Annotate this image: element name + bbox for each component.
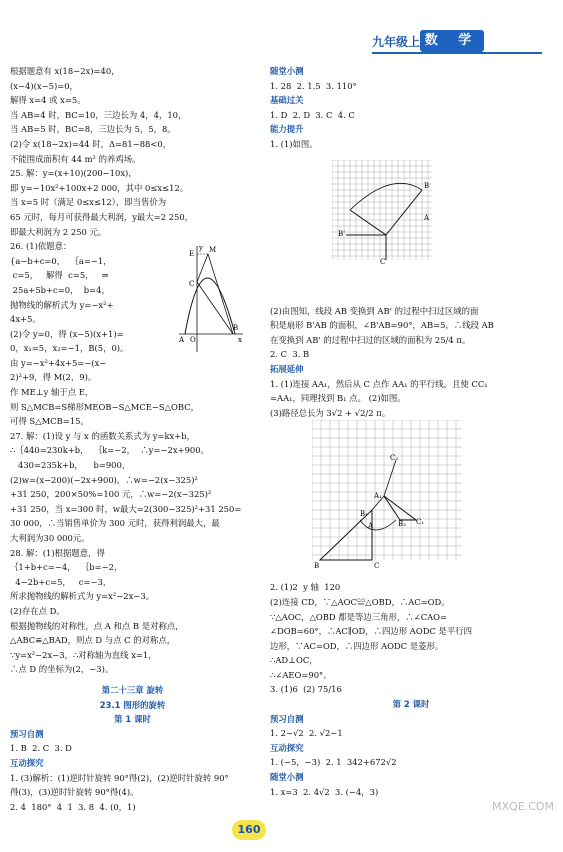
answer-line: 1. 28 2. 1.5 3. 110°	[270, 80, 357, 91]
answer-line: (2)存在点 D。	[10, 605, 65, 616]
page-number: 160	[232, 820, 266, 840]
label-y: y	[199, 244, 203, 252]
answer-line: △ABC≌△BAD，则点 D 与点 C 的对称点，	[10, 635, 176, 646]
grid-figure-1	[332, 160, 440, 266]
answer-line: 430=235k+b， b=900，	[10, 460, 131, 471]
answer-line: 积是扇形 B'AB 的面积，∠B'AB=90°，AB=5，∴线段 AB	[270, 320, 494, 331]
answer-line: c=5， 解得 c=5， ⇒	[10, 270, 109, 281]
answer-line: (2)w=(x−200)(−2x+900)，∴w=−2(x−325)²	[10, 474, 198, 485]
answer-line: ∵y=x²−2x−3，∴对称轴为直线 x=1，	[10, 649, 157, 660]
answer-line: 作 ME⊥y 轴于点 E，	[10, 387, 94, 398]
answer-line: (2)令 y=0，得 (x−5)(x+1)=	[10, 328, 124, 339]
answer-line: 不能围成面积有 44 m² 的养鸡场。	[10, 153, 141, 164]
rotation-lines	[346, 190, 422, 235]
label-a: A	[424, 214, 430, 222]
section-heading: 互动探究	[10, 757, 44, 768]
right-top-answers	[270, 64, 552, 152]
header-rule	[372, 52, 542, 54]
ext-heading: 拓展延伸	[270, 363, 304, 374]
answer-line: 25. 解：y=(x+10)(200−10x)，	[10, 168, 137, 179]
answer-line: 1. (1)如图。	[270, 138, 318, 149]
segment-to-c2	[384, 460, 396, 496]
answer-line: 当 x=5 时（满足 0≤x≤12），即当售价为	[10, 197, 167, 208]
answer-line: 1. B 2. C 3. D	[10, 743, 72, 754]
answer-line: =AA₁，同理找到 B₁ 点。 (2)如图。	[270, 393, 406, 404]
watermark: MXQE.COM	[492, 800, 554, 813]
section-heading: 互动探究	[270, 742, 304, 753]
label-x: x	[238, 336, 242, 344]
grid-lines	[332, 160, 432, 260]
label-c: C	[380, 258, 386, 266]
answer-line: 在变换到 AB' 的过程中扫过的区域的面积为 25/4 π。	[270, 334, 471, 345]
answer-line: (x−4)(x−5)=0，	[10, 80, 78, 91]
page-header	[372, 30, 542, 54]
answer-line: 1. D 2. D 3. C 4. C	[270, 109, 355, 120]
answer-line: 由 y=−x²+4x+5=−(x−	[10, 357, 107, 368]
answer-line: 即最大利润为 2 250 元。	[10, 226, 107, 237]
answer-line: ∴AD⊥OC，	[270, 655, 318, 666]
answer-line: 1. 2−√2 2. √2−1	[270, 728, 343, 739]
lesson-title: 第 1 课时	[114, 714, 151, 725]
label-c: C	[189, 280, 195, 288]
label-c: C	[374, 562, 380, 570]
answer-line: (2)由图知，线段 AB 变换到 AB' 的过程中扫过区域的面	[270, 305, 479, 316]
answer-line: 1. (3)解析：(1)逆时针旋转 90°得(2)，(2)逆时针旋转 90°	[10, 772, 229, 783]
answer-line: 2. C 3. B	[270, 349, 310, 360]
right-mid-answers	[270, 304, 552, 362]
left-column	[10, 64, 255, 814]
label-a: A	[179, 336, 185, 344]
answer-line: ∴∠AEO=90°。	[270, 669, 332, 680]
label-a1: A₁	[374, 492, 382, 500]
answer-line: 2)²+9，得 M(2，9)。	[10, 372, 97, 383]
label-o: O	[190, 336, 196, 344]
label-b2: B₂	[398, 520, 406, 528]
answer-line: ∵△AOC，△OBD 都是等边三角形，∴∠CAO=	[270, 611, 448, 622]
answer-line: (2)令 x(18−2x)=44 时，Δ=81−88<0，	[10, 138, 172, 149]
answer-line: 即 y=−10x²+100x+2 000，其中 0≤x≤12。	[10, 182, 189, 193]
section-heading: 能力提升	[270, 124, 304, 135]
answer-line: 则 S△MCB=S梯形MEOB−S△MCE−S△OBC，	[10, 401, 200, 412]
answer-line: 大利润为30 000元。	[10, 533, 90, 543]
label-b1: B'	[338, 230, 346, 238]
answer-line: ∴点 D 的坐标为(2，−3)。	[10, 664, 114, 675]
label-e: E	[189, 250, 195, 258]
answer-line: 当 AB=4 时，BC=10，三边长为 4，4，10，	[10, 109, 187, 120]
section-title: 23.1 图形的旋转	[99, 699, 166, 710]
answer-line: 27. 解：(1)设 y 与 x 的函数关系式为 y=kx+b，	[10, 430, 196, 441]
label-b: B	[314, 562, 320, 570]
answer-line: {a−b+c=0， ｛a=−1，	[10, 255, 112, 266]
right-after-answers	[270, 580, 552, 697]
answer-line: 30 000，∴当销售单价为 300 元时，获得利润最大，最	[10, 518, 220, 529]
section-heading: 随堂小测	[270, 66, 304, 76]
answer-line: (3)路径总长为 3√2 + √2/2 π。	[270, 407, 391, 418]
answer-line: 26. (1)依题意：	[10, 241, 72, 252]
label-b1: B₁	[360, 510, 368, 518]
answer-line: 1. (−5，−3) 2. 1 342+672√2	[270, 757, 397, 768]
answer-line: 抛物线的解析式为 y=−x²+	[10, 299, 114, 310]
ext-answers	[270, 377, 552, 421]
triangle-a1b1c1	[384, 496, 416, 520]
section-heading: 预习自测	[10, 728, 44, 739]
label-b: B	[233, 324, 239, 332]
left-bottom-answers	[10, 727, 255, 815]
right-end-answers	[270, 712, 552, 800]
left-answers	[10, 64, 255, 677]
answer-line: +31 250，当 x=300 时，w最大=2(300−325)²+31 250=	[10, 503, 242, 514]
grade-label: 九年级上	[372, 35, 421, 49]
answer-line: 4−2b+c=5， c=−3，	[10, 576, 112, 587]
answer-line: 解得 x=4 或 x=5。	[10, 95, 86, 106]
answer-line: ∠DOB=60°，∴AC∥OD，∴四边形 AODC 是平行四	[270, 626, 473, 637]
arc-path	[360, 520, 396, 530]
section-heading: 预习自测	[270, 713, 304, 724]
answer-line: 边形，∵AC=OD，∴四边形 AODC 是菱形。	[270, 640, 444, 651]
section-heading: 基础过关	[270, 95, 304, 106]
grid-figure-2	[312, 420, 472, 570]
answer-line: 1. (1)连接 AA₁，然后从 C 点作 AA₁ 的平行线，且使 CC₁	[270, 378, 488, 389]
answer-line: ｛1+b+c=−4， ｛b=−2，	[10, 562, 123, 573]
answer-line: 28. 解：(1)根据题意，得	[10, 547, 105, 558]
answer-line: 25a+5b+c=0， b=4，	[10, 284, 110, 295]
answer-line: (2)连接 CD，∵△AOC≌△OBD，∴AC=OD。	[270, 596, 450, 607]
parabola-figure	[175, 242, 245, 360]
answer-line: 所求抛物线的解析式为 y=x²−2x−3。	[10, 591, 155, 602]
chapter-title: 第二十三章 旋转	[101, 684, 164, 695]
answer-line: 3. (1)6 (2) 75/16	[270, 684, 342, 695]
label-a: A	[368, 522, 374, 530]
answer-line: 2. 4 180° 4 1 3. 8 4. (0，1)	[10, 801, 136, 812]
label-b: B	[424, 182, 430, 190]
label-c2: C₂	[390, 454, 399, 462]
answer-line: ∴｛440=230k+b， ｛k=−2， ∴y=−2x+900。	[10, 445, 209, 456]
answer-line: 1. x=3 2. 4√2 3. (−4，3)	[270, 786, 379, 797]
answer-line: 2. (1)2 y 轴 120	[270, 582, 341, 593]
answer-line: 0，x₁=5，x₂=−1，B(5，0)。	[10, 343, 129, 354]
section-heading: 随堂小测	[270, 772, 304, 783]
answer-line: 得(3)，(3)逆时针旋转 90°得(4)。	[10, 787, 139, 798]
answer-line: 可得 S△MCB=15。	[10, 416, 89, 427]
lesson-2-title: 第 2 课时	[392, 699, 430, 710]
answer-line: 根据抛物线的对称性，点 A 和点 B 是对称点，	[10, 620, 184, 631]
grid-lines	[312, 420, 462, 560]
answer-line: 4x+5。	[10, 314, 41, 325]
segment-mb	[208, 254, 233, 334]
answer-line: 根据题意有 x(18−2x)=40，	[10, 66, 120, 76]
label-m: M	[209, 246, 217, 254]
subject-badge: 数 学	[420, 30, 484, 52]
answer-line: 65 元时，每月可获得最大利润，y最大=2 250，	[10, 211, 194, 222]
answer-line: +31 250，200×50%=100 元，∴w=−2(x−325)²	[10, 489, 212, 500]
answer-line: 当 AB=5 时，BC=8，三边长为 5，5，8。	[10, 124, 176, 135]
label-c1: C₁	[416, 518, 425, 526]
